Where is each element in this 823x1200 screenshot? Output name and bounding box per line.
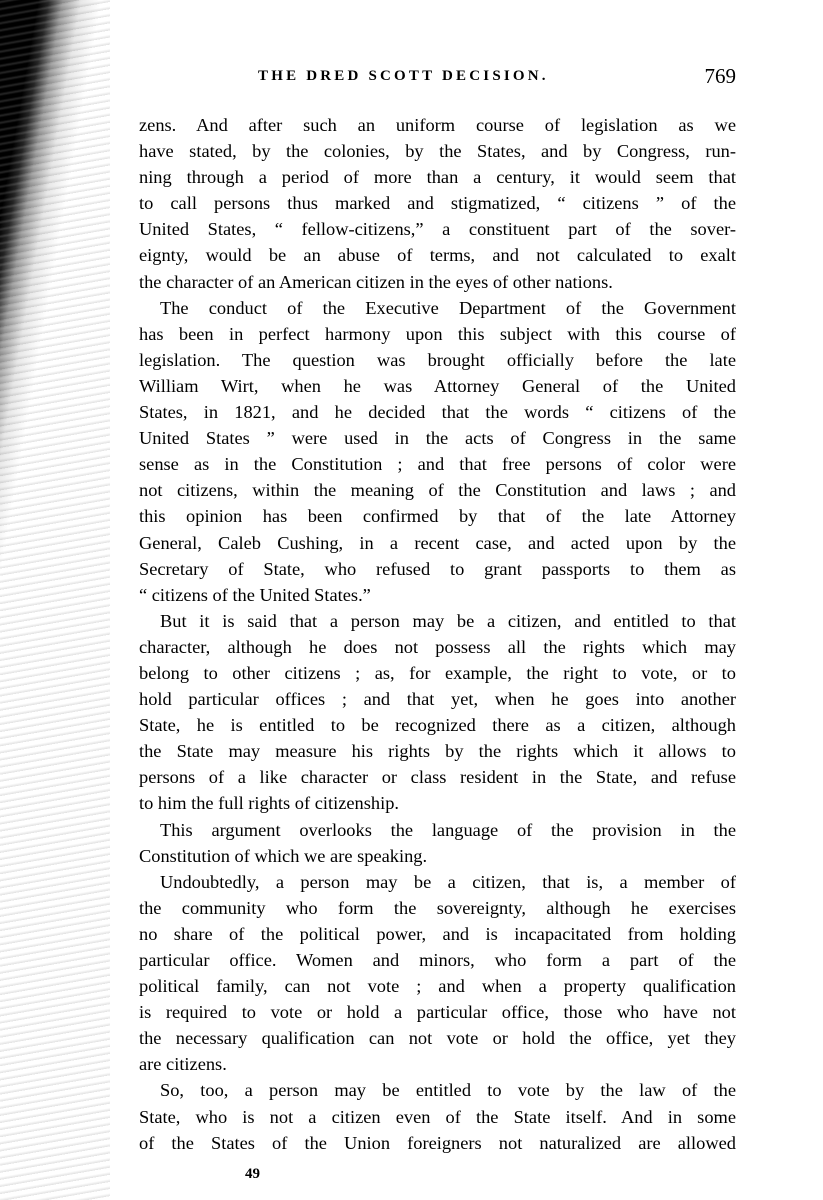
text-line: this opinion has been confirmed by that of the late Attorney bbox=[139, 506, 736, 527]
text-line: zens. And after such an uniform course of legislation as we bbox=[139, 115, 736, 135]
text-line: sense as in the Constitution ; and that free persons of color were bbox=[139, 454, 736, 475]
paragraph bbox=[139, 608, 736, 817]
text-line: not citizens, within the meaning of the Constitution and laws ; and bbox=[139, 480, 736, 501]
text-line: Constitution of which we are speaking. bbox=[139, 845, 428, 866]
running-title: THE DRED SCOTT DECISION. bbox=[258, 68, 549, 84]
text-line: State, he is entitled to be recognized there as a citizen, although bbox=[139, 715, 736, 736]
text-line: have stated, by the colonies, by the States, and by Congress, run- bbox=[139, 141, 736, 162]
text-line: the character of an American citizen in the eyes of other nations. bbox=[139, 271, 613, 292]
text-line: The conduct of the Executive Department of the Government bbox=[160, 297, 736, 318]
paragraph bbox=[139, 817, 736, 869]
book-binding-gutter-shadow bbox=[0, 0, 110, 1200]
text-line: Undoubtedly, a person may be a citizen, that is, a member of bbox=[160, 871, 736, 892]
paragraph bbox=[139, 295, 736, 608]
text-line: legislation. The question was brought officially before the late bbox=[139, 349, 736, 370]
text-line: States, in 1821, and he decided that the words “ citizens of the bbox=[139, 402, 736, 423]
text-line: hold particular offices ; and that yet, when he goes into another bbox=[139, 689, 736, 710]
text-line: belong to other citizens ; as, for example, the right to vote, or to bbox=[139, 662, 736, 683]
text-line: ning through a period of more than a century, it would seem that bbox=[139, 167, 736, 188]
text-line: William Wirt, when he was Attorney General of the United bbox=[139, 375, 736, 396]
text-line: is required to vote or hold a particular office, those who have not bbox=[139, 1002, 736, 1023]
paragraph bbox=[139, 112, 736, 295]
text-line: particular office. Women and minors, who form a part of the bbox=[139, 950, 736, 970]
page-number: 769 bbox=[704, 64, 736, 88]
paragraph bbox=[139, 1077, 736, 1155]
text-line: State, who is not a citizen even of the State itself. And in some bbox=[139, 1106, 736, 1127]
text-line: to call persons thus marked and stigmatized, “ citizens ” of the bbox=[139, 193, 736, 214]
text-line: Secretary of State, who refused to grant passports to them as bbox=[139, 558, 736, 579]
text-line: political family, can not vote ; and when a property qualification bbox=[139, 976, 736, 997]
text-line: United States ” were used in the acts of Congress in the same bbox=[139, 428, 736, 449]
text-line: United States, “ fellow-citizens,” a constituent part of the sover- bbox=[139, 219, 736, 240]
text-line: are citizens. bbox=[139, 1054, 227, 1075]
text-line: the State may measure his rights by the rights which it allows to bbox=[139, 741, 736, 762]
body-text bbox=[139, 112, 736, 1156]
paragraph bbox=[139, 869, 736, 1078]
text-line: So, too, a person may be entitled to vote by the law of the bbox=[160, 1080, 736, 1101]
text-line: persons of a like character or class resident in the State, and refuse bbox=[139, 767, 736, 788]
text-line: “ citizens of the United States.” bbox=[139, 584, 371, 605]
text-line: of the States of the Union foreigners not naturalized are allowed bbox=[139, 1132, 736, 1153]
text-line: the community who form the sovereignty, although he exercises bbox=[139, 897, 736, 918]
text-line: the necessary qualification can not vote or hold the office, yet they bbox=[139, 1028, 736, 1049]
text-line: General, Caleb Cushing, in a recent case, and acted upon by the bbox=[139, 532, 736, 553]
text-line: eignty, would be an abuse of terms, and not calculated to exalt bbox=[139, 245, 736, 266]
text-line: But it is said that a person may be a citizen, and entitled to that bbox=[160, 610, 736, 631]
text-line: This argument overlooks the language of the provision in the bbox=[160, 819, 736, 840]
page-header bbox=[258, 66, 736, 90]
signature-mark: 49 bbox=[245, 1166, 260, 1182]
text-line: character, although he does not possess all the rights which may bbox=[139, 636, 736, 657]
text-line: has been in perfect harmony upon this subject with this course of bbox=[139, 323, 736, 344]
text-line: to him the full rights of citizenship. bbox=[139, 793, 399, 814]
text-line: no share of the political power, and is incapacitated from holding bbox=[139, 923, 736, 944]
